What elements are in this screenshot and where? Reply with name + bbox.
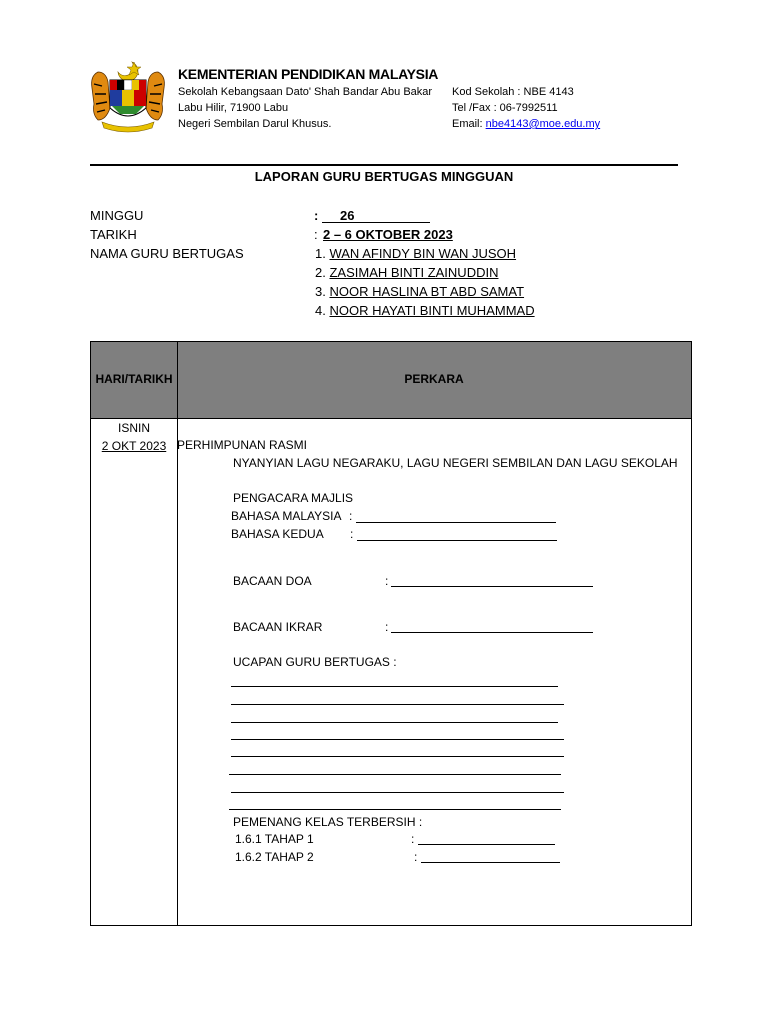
teacher-item — [315, 284, 524, 299]
bacaan-ikrar-colon: : — [385, 620, 389, 634]
bacaan-doa-colon: : — [385, 574, 389, 588]
tahap2-blank — [421, 862, 560, 863]
ucapan-guru-bertugas: UCAPAN GURU BERTUGAS : — [233, 655, 397, 669]
minggu-label: MINGGU — [90, 208, 144, 223]
ucapan-line — [231, 792, 564, 793]
duty-table — [90, 341, 692, 926]
bahasa-malaysia-label: BAHASA MALAYSIA — [231, 509, 342, 523]
school-address-line1: Labu Hilir, 71900 Labu — [178, 102, 289, 114]
pemenang-kelas-terbersih: PEMENANG KELAS TERBERSIH : — [233, 815, 423, 829]
guru-label: NAMA GURU BERTUGAS — [90, 246, 244, 261]
minggu-value: 26 — [322, 208, 430, 223]
tahap1-label: 1.6.1 TAHAP 1 — [235, 832, 314, 846]
tarikh-colon: : — [314, 227, 318, 242]
email-link[interactable]: nbe4143@moe.edu.my — [485, 118, 601, 130]
teacher-item — [315, 265, 498, 280]
perhimpunan-rasmi: PERHIMPUNAN RASMI — [177, 438, 308, 452]
ucapan-line — [231, 739, 564, 740]
header-divider — [90, 164, 678, 166]
ucapan-line — [229, 774, 561, 775]
tel-fax: Tel /Fax : 06-7992511 — [452, 102, 558, 114]
school-address-line2: Negeri Sembilan Darul Khusus. — [178, 118, 332, 130]
tahap2-colon: : — [414, 850, 418, 864]
bacaan-doa-label: BACAAN DOA — [233, 574, 312, 588]
bahasa-kedua-blank — [357, 540, 557, 541]
school-name: Sekolah Kebangsaan Dato' Shah Bandar Abu Bakar — [178, 86, 433, 98]
tahap2-label: 1.6.2 TAHAP 2 — [235, 850, 314, 864]
table-header — [91, 342, 691, 419]
malaysia-crest-logo — [88, 58, 168, 134]
nyanyian-lagu: NYANYIAN LAGU NEGARAKU, LAGU NEGERI SEMBILAN DAN LAGU SEKOLAH — [233, 456, 678, 470]
tarikh-value: 2 – 6 OKTOBER 2023 — [323, 227, 453, 242]
bahasa-kedua-colon: : — [350, 527, 354, 541]
report-title: LAPORAN GURU BERTUGAS MINGGUAN — [254, 169, 514, 184]
ucapan-line — [231, 704, 564, 705]
minggu-colon: : — [314, 208, 319, 223]
school-code: Kod Sekolah : NBE 4143 — [452, 86, 574, 98]
ministry-name: KEMENTERIAN PENDIDIKAN MALAYSIA — [178, 66, 439, 82]
ucapan-line — [231, 686, 558, 687]
pengacara-majlis: PENGACARA MAJLIS — [233, 491, 354, 505]
column-divider — [177, 342, 178, 925]
day-label: ISNIN — [117, 421, 150, 435]
bahasa-kedua-label: BAHASA KEDUA — [231, 527, 324, 541]
email-label: Email: — [452, 118, 486, 130]
teacher-name: ZASIMAH BINTI ZAINUDDIN — [329, 265, 499, 280]
ucapan-line — [229, 809, 561, 810]
email-row — [452, 116, 600, 132]
teacher-name: NOOR HAYATI BINTI MUHAMMAD — [329, 303, 535, 318]
teacher-item — [315, 303, 535, 318]
col-hari-tarikh-header: HARI/TARIKH — [95, 372, 173, 386]
tarikh-label: TARIKH — [90, 227, 137, 242]
teacher-name: NOOR HASLINA BT ABD SAMAT — [329, 284, 525, 299]
teacher-num: 3. — [315, 284, 326, 299]
bacaan-ikrar-label: BACAAN IKRAR — [233, 620, 323, 634]
bahasa-malaysia-colon: : — [349, 509, 353, 523]
col-perkara-header: PERKARA — [404, 372, 464, 386]
tahap1-colon: : — [411, 832, 415, 846]
ucapan-line — [231, 722, 558, 723]
teacher-num: 1. — [315, 246, 326, 261]
date-label: 2 OKT 2023 — [101, 439, 167, 453]
bacaan-ikrar-blank — [391, 632, 593, 633]
bacaan-doa-blank — [391, 586, 593, 587]
teacher-item — [315, 246, 516, 261]
teacher-num: 4. — [315, 303, 326, 318]
ucapan-line — [231, 756, 564, 757]
teacher-name: WAN AFINDY BIN WAN JUSOH — [329, 246, 517, 261]
tahap1-blank — [418, 844, 555, 845]
bahasa-malaysia-blank — [356, 522, 556, 523]
teacher-num: 2. — [315, 265, 326, 280]
